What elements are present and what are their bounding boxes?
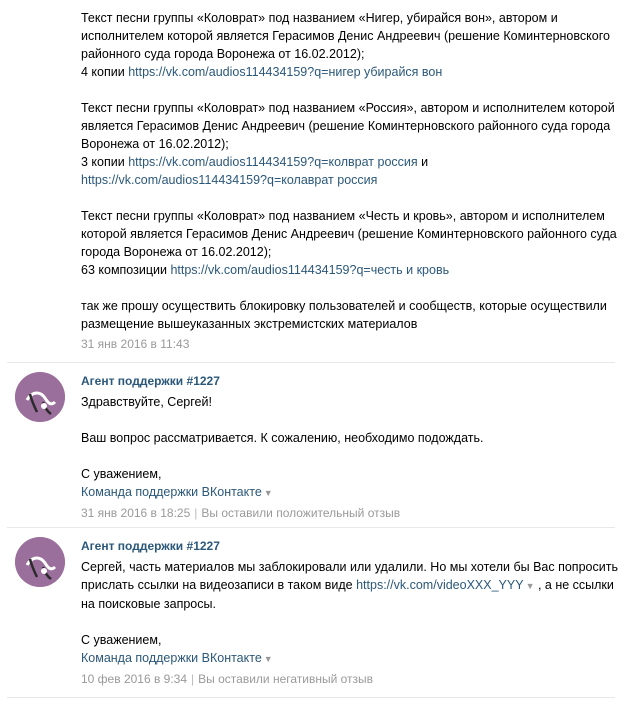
message-text: на поисковые запросы. [81,597,216,611]
message-divider [7,527,615,528]
text-line: Текст песни группы «Коловрат» под названием «Нигер, убирайся вон», автором и [81,11,558,25]
support-agent-avatar[interactable] [15,372,65,422]
audio-search-link[interactable]: https://vk.com/audios114434159?q=нигер убирайся вон [128,65,443,79]
signature-line [81,483,621,502]
text-line: которой является Герасимов Денис Андреевич (решение Коминтерновского районного суда [81,227,617,241]
conjunction: и [417,155,429,169]
text-line: является Герасимов Денис Андреевич (решение Коминтерновского районного суда города [81,119,611,133]
copies-count: 4 копии [81,65,129,79]
author-name[interactable]: Агент поддержки #1227 [81,374,220,388]
text-line: Воронежа от 16.02.2012); [81,137,229,151]
regards-text: С уважением, [81,467,162,481]
message-timestamp: 31 янв 2016 в 18:25 [81,506,191,520]
message-text: Сергей, часть материалов мы заблокировали или удалили. Но мы хотели бы Вас попросить [81,560,618,574]
signature-text: Команда поддержки ВКонтакте [81,485,262,499]
text-line: Текст песни группы «Коловрат» под названием «Россия», автором и исполнителем которой [81,101,615,115]
text-fragment: , а не ссылки [534,578,614,592]
message-meta [81,504,621,522]
message-meta [81,335,621,353]
text-line: размещение вышеуказанных экстремистских материалов [81,317,418,331]
text-line: исполнителем которой является Герасимов Денис Андреевич (решение Коминтерновского [81,29,610,43]
text-line: районного суда города Воронежа от 16.02.2012); [81,47,365,61]
message-divider [7,362,615,363]
message-meta [81,670,621,688]
text-fragment: прислать ссылки на видеозаписи в таком виде [81,578,357,592]
caret-down-icon[interactable]: ▼ [263,654,273,664]
agent-icon [15,372,65,422]
support-agent-avatar[interactable] [15,537,65,587]
agent-icon [15,537,65,587]
audio-search-link[interactable]: https://vk.com/audios114434159?q=колврат россия [128,155,418,169]
rating-status: Вы оставили положительный отзыв [201,506,401,520]
text-line [81,171,621,189]
meta-separator: | [191,672,195,686]
regards-text: С уважением, [81,633,162,647]
greeting-text: Здравствуйте, Сергей! [81,395,212,409]
message-paragraph [81,99,621,189]
message-text: Ваш вопрос рассматривается. К сожалению, необходимо подождать. [81,431,484,445]
message-paragraph [81,9,621,81]
message-timestamp: 31 янв 2016 в 11:43 [81,337,190,351]
copies-count: 63 композиции [81,263,171,277]
message-text [81,576,621,595]
video-example-link[interactable]: https://vk.com/videoXXX_YYY [356,578,524,592]
message-divider [7,697,615,698]
message-paragraph [81,207,621,279]
audio-search-link[interactable]: https://vk.com/audios114434159?q=колаврат россия [81,173,378,187]
signature-line [81,649,621,668]
text-line: так же прошу осуществить блокировку пользователей и сообществ, которые осуществили [81,299,607,313]
signature-text: Команда поддержки ВКонтакте [81,651,262,665]
text-line [81,153,621,171]
text-line: Текст песни группы «Коловрат» под названием «Честь и кровь», автором и исполнителем [81,209,605,223]
caret-down-icon[interactable]: ▼ [263,488,273,498]
text-line: города Воронежа от 16.02.2012); [81,245,272,259]
meta-separator: | [194,506,198,520]
caret-down-icon[interactable]: ▼ [525,581,535,591]
copies-count: 3 копии [81,155,129,169]
author-name[interactable]: Агент поддержки #1227 [81,539,220,553]
message-paragraph [81,297,621,333]
rating-status: Вы оставили негативный отзыв [198,672,374,686]
message-timestamp: 10 фев 2016 в 9:34 [81,672,188,686]
text-line [81,261,621,279]
text-line [81,63,621,81]
audio-search-link[interactable]: https://vk.com/audios114434159?q=честь и кровь [170,263,450,277]
